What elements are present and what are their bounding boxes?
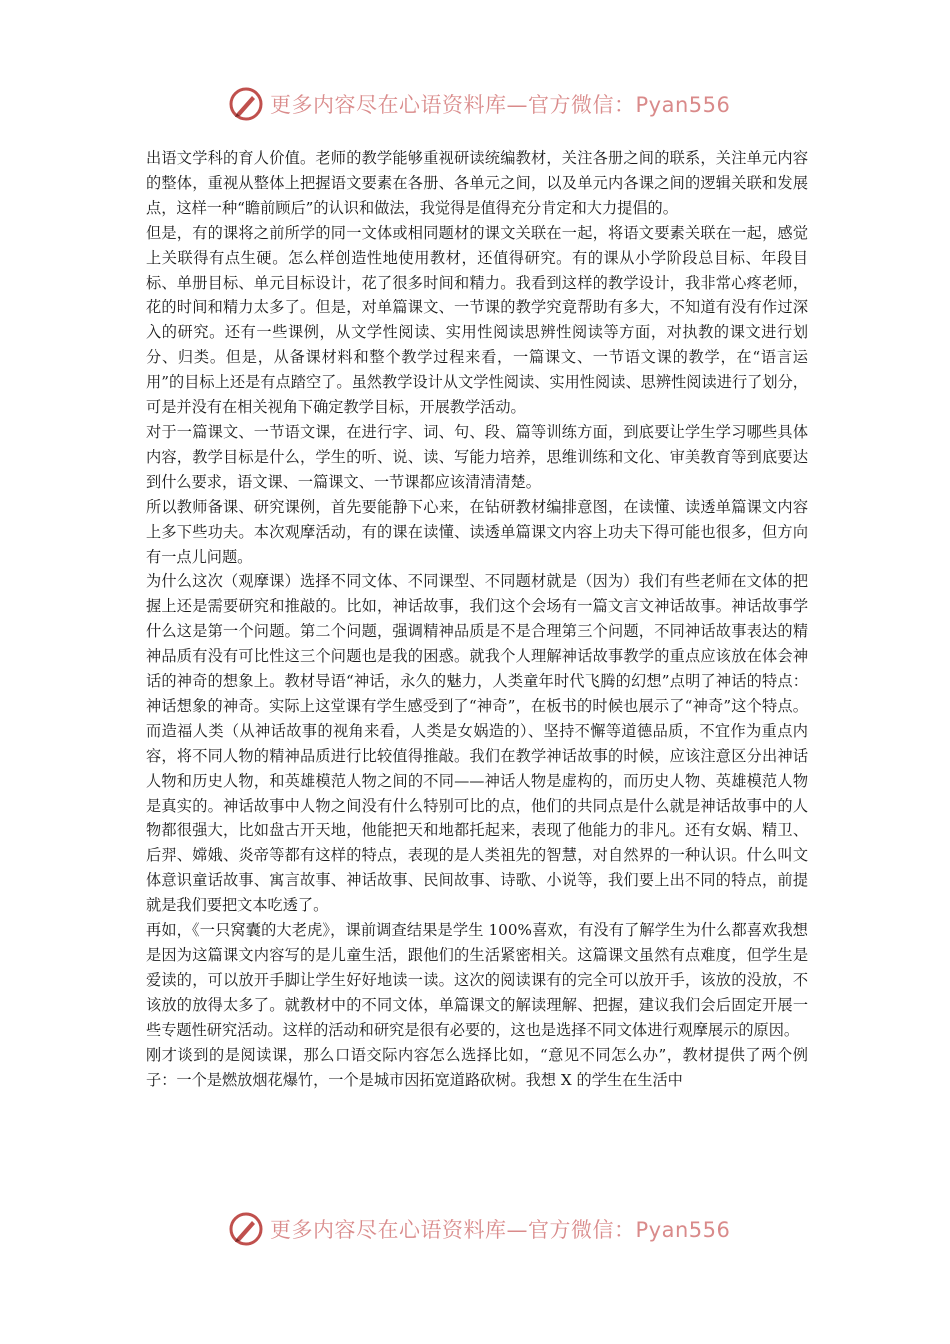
paragraph: 但是，有的课将之前所学的同一文体或相同题材的课文关联在一起，将语文要素关联在一起，感觉上关联得有点生硬。怎么样创造性地使用教材，还值得研究。有的课从小学阶段总目标、年段目标、单册目标、单元目标设计，花了很多时间和精力。我看到这样的教学设计，我非常心疼老师，花的时间和精力太多了。但是，对单篇课文、一节课的教学究竟帮助有多大，不知道有没有作过深入的研究。还有一些课例，从文学性阅读、实用性阅读思辨性阅读等方面，对执教的课文进行划分、归类。但是，从备课材料和整个教学过程来看，一篇课文、一节语文课的教学，在“语言运用”的目标上还是有点踏空了。虽然教学设计从文学性阅读、实用性阅读、思辨性阅读进行了划分，可是并没有在相关视角下确定教学目标，开展教学活动。 bbox=[146, 223, 808, 417]
paragraph: 所以教师备课、研究课例，首先要能静下心来，在钻研教材编排意图，在读懂、读透单篇课文内容上多下些功夫。本次观摩活动，有的课在读懂、读透单篇课文内容上功夫下得可能也很多，但方向有一点儿问题。 bbox=[146, 497, 808, 566]
footer-banner bbox=[228, 1209, 730, 1249]
paragraph: 为什么这次（观摩课）选择不同文体、不同课型、不同题材就是（因为）我们有些老师在文体的把握上还是需要研究和推敲的。比如，神话故事，我们这个会场有一篇文言文神话故事。神话故事学什么这是第一个问题。第二个问题，强调精神品质是不是合理第三个问题，不同神话故事表达的精神品质有没有可比性这三个问题也是我的困惑。就我个人理解神话故事教学的重点应该放在体会神话的神奇的想象上。教材导语“神话，永久的魅力，人类童年时代飞腾的幻想”点明了神话的特点：神话想象的神奇。实际上这堂课有学生感受到了“神奇”，在板书的时候也展示了“神奇”这个特点。而造福人类（从神话故事的视角来看，人类是女娲造的）、坚持不懈等道德品质，不宜作为重点内容，将不同人物的精神品质进行比较值得推敲。我们在教学神话故事的时候，应该注意区分出神话人物和历史人物，和英雄模范人物之间的不同——神话人物是虚构的，而历史人物、英雄模范人物是真实的。神话故事中人物之间没有什么特别可比的点，他们的共同点是什么就是神话故事中的人物都很强大，比如盘古开天地，他能把天和地都托起来，表现了他能力的非凡。还有女娲、精卫、后羿、嫦娥、炎帝等都有这样的特点，表现的是人类祖先的智慧，对自然界的一种认识。什么叫文体意识童话故事、寓言故事、神话故事、民间故事、诗歌、小说等，我们要上出不同的特点，前提就是我们要把文本吃透了。 bbox=[146, 572, 808, 915]
paragraph: 刚才谈到的是阅读课，那么口语交际内容怎么选择比如，“意见不同怎么办”，教材提供了两个例子：一个是燃放烟花爆竹，一个是城市因拓宽道路砍树。我想 X 的学生在生活中 bbox=[146, 1045, 808, 1089]
banner-text: 更多内容尽在心语资料库—官方微信：Pyan556 bbox=[270, 93, 731, 117]
header-banner bbox=[228, 84, 730, 124]
banner-text: 更多内容尽在心语资料库—官方微信：Pyan556 bbox=[270, 1218, 731, 1242]
pen-logo-icon bbox=[228, 86, 264, 122]
paragraph: 出语文学科的育人价值。老师的教学能够重视研读统编教材，关注各册之间的联系，关注单元内容的整体，重视从整体上把握语文要素在各册、各单元之间，以及单元内各课之间的逻辑关联和发展点，这样一种“瞻前顾后”的认识和做法，我觉得是值得充分肯定和大力提倡的。 bbox=[146, 149, 808, 217]
paragraph: 对于一篇课文、一节语文课，在进行字、词、句、段、篇等训练方面，到底要让学生学习哪些具体内容，教学目标是什么，学生的听、说、读、写能力培养，思维训练和文化、审美教育等到底要达到什么要求，语文课、一篇课文、一节课都应该清清清楚。 bbox=[146, 422, 808, 491]
document-body bbox=[146, 146, 808, 1192]
paragraph: 再如，《一只窝囊的大老虎》，课前调查结果是学生 100%喜欢，有没有了解学生为什么都喜欢我想是因为这篇课文内容写的是儿童生活，跟他们的生活紧密相关。这篇课文虽然有点难度，但学生是爱读的，可以放开手脚让学生好好地读一读。这次的阅读课有的完全可以放开手，该放的没放，不该放的放得太多了。就教材中的不同文体，单篇课文的解读理解、把握，建议我们会后固定开展一些专题性研究活动。这样的活动和研究是很有必要的，这也是选择不同文体进行观摩展示的原因。 bbox=[146, 921, 808, 1039]
pen-logo-icon bbox=[228, 1211, 264, 1247]
